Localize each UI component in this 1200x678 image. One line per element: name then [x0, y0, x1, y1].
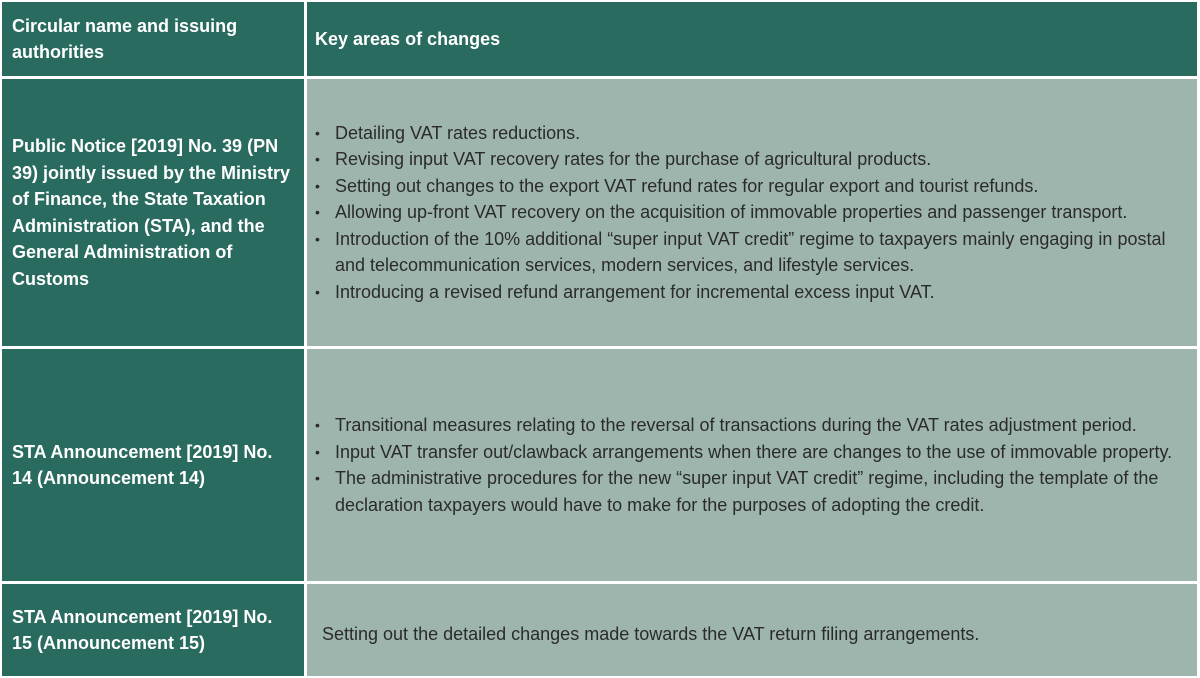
row-3-circular-name [2, 584, 304, 676]
header-label-key-areas: Key areas of changes [315, 28, 501, 49]
list-item-text: The administrative procedures for the new “super input VAT credit” regime, including the template of the declaration taxpayers would have to make for the purposes of adopting the credit. [335, 468, 1159, 515]
list-item-text: Transitional measures relating to the reversal of transactions during the VAT rates adjustment period. [335, 415, 1137, 435]
row-1-key-areas [307, 79, 1197, 346]
header-cell-circular-name [2, 2, 304, 76]
list-item-text: Setting out changes to the export VAT refund rates for regular export and tourist refunds. [335, 175, 1039, 196]
list-item-text: Allowing up-front VAT recovery on the acquisition of immovable properties and passenger transport. [335, 202, 1128, 223]
header-cell-key-areas [307, 2, 1197, 76]
bullet-icon: • [315, 417, 320, 433]
list-item [313, 412, 1185, 439]
bullet-icon: • [315, 443, 320, 460]
circular-name-announcement-15: STA Announcement [2019] No. 15 (Announcement 15) [12, 606, 273, 653]
bullet-list-announcement-14 [307, 412, 1197, 518]
list-item-text: Input VAT transfer out/clawback arrangements when there are changes to the use of immovable property. [335, 441, 1173, 462]
list-item-text: Introducing a revised refund arrangement for incremental excess input VAT. [335, 281, 935, 302]
bullet-list-pn39 [307, 120, 1197, 306]
bullet-icon: • [315, 204, 320, 221]
list-item [313, 439, 1185, 466]
list-item [313, 279, 1185, 306]
bullet-icon: • [315, 124, 320, 141]
bullet-icon: • [315, 151, 320, 168]
row-2-key-areas [307, 349, 1197, 581]
row-3-key-areas [307, 584, 1197, 676]
list-item-text: Detailing VAT rates reductions. [335, 122, 581, 143]
list-item-text: Introduction of the 10% additional “super input VAT credit” regime to taxpayers mainly engaging in postal and telecommunication services, modern services, and lifestyle services. [335, 228, 1166, 276]
list-item-text: Revising input VAT recovery rates for the purchase of agricultural products. [335, 149, 932, 170]
list-item [313, 199, 1185, 226]
bullet-icon: • [315, 283, 320, 300]
row-1-circular-name [2, 79, 304, 346]
list-item [313, 146, 1185, 173]
list-item [313, 465, 1185, 518]
bullet-icon: • [315, 230, 320, 247]
bullet-icon: • [315, 470, 320, 486]
circular-name-pn39: Public Notice [2019] No. 39 (PN 39) jointly issued by the Ministry of Finance, the State Taxation Administration (STA), and the General Administration of Customs [12, 136, 291, 289]
row-2-circular-name [2, 349, 304, 581]
list-item [313, 173, 1185, 200]
list-item [313, 120, 1185, 147]
key-area-text-announcement-15: Setting out the detailed changes made towards the VAT return filing arrangements. [322, 623, 980, 644]
header-label-circular-name: Circular name and issuing authorities [12, 15, 238, 62]
list-item [313, 226, 1185, 279]
bullet-icon: • [315, 177, 320, 194]
circular-name-announcement-14: STA Announcement [2019] No. 14 (Announcement 14) [12, 441, 273, 488]
